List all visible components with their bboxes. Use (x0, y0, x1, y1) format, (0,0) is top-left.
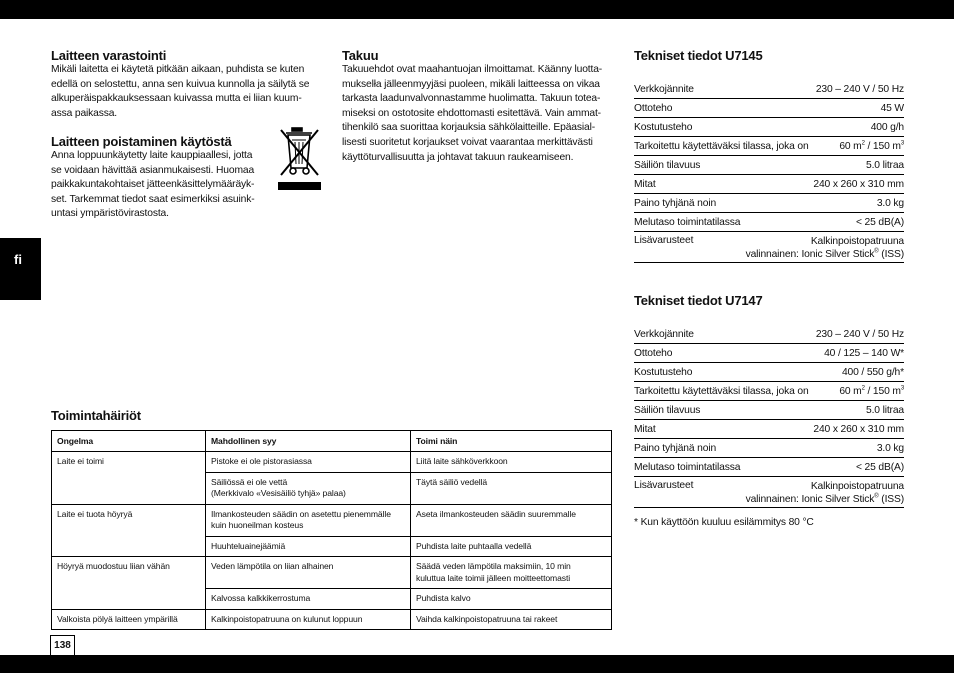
problem-cell (52, 536, 206, 557)
problem-cell (52, 589, 206, 610)
spec-u7145-title: Tekniset tiedot U7145 (634, 48, 763, 63)
language-tab: fi (0, 238, 41, 300)
storage-text (51, 63, 321, 121)
action-line: kuluttua laite toimii jälleen moitteettomasti (416, 572, 571, 583)
problem-cell: Laite ei tuota höyryä (52, 504, 206, 536)
action-cell: Täytä säiliö vedellä (411, 472, 612, 504)
text-line: set. Tarkemmat tiedot saat esimerkiksi asuink- (51, 193, 255, 205)
spec-row (634, 325, 904, 344)
spec-value: 40 / 125 – 140 W* (824, 347, 904, 359)
spec-value: 230 – 240 V / 50 Hz (815, 328, 904, 340)
spec-row (634, 439, 904, 458)
action-cell: Vaihda kalkinpoistopatruuna tai rakeet (411, 609, 612, 630)
storage-section (51, 48, 321, 121)
spec-value: 5.0 litraa (866, 159, 904, 171)
page-number: 138 (50, 635, 75, 655)
spec-row (634, 232, 904, 263)
spec-value: 5.0 litraa (866, 404, 904, 416)
spec-value: 45 W (880, 102, 904, 114)
spec-value: 3.0 kg (876, 197, 904, 209)
spec-row (634, 175, 904, 194)
spec-label: Säiliön tilavuus (634, 404, 701, 416)
spec-label: Ottoteho (634, 102, 673, 114)
text-line: untasi ympäristövirastosta. (51, 208, 169, 220)
action-line: Säädä veden lämpötila maksimiin, 10 min (416, 561, 571, 571)
spec-value: 60 $m^2 / 150$ $m^3$ (839, 140, 904, 152)
spec-value: Kalkinpoistopatruuna valinnainen: Ionic Silver Stick® (ISS) (745, 236, 904, 260)
text-line: tarkasta laadunvalvonnastamme huolimatta. Takuun totea- (342, 93, 601, 105)
text-line: mukselła jälleenmyyjäsi puoleen, mikäli laitteessa on vikaa (342, 78, 600, 90)
disposal-text (51, 149, 271, 222)
text-line: tihenkilö saa suorittaa korjauksia sähkölaitteille. Epäasial- (342, 122, 595, 134)
spec-value: 400 / 550 g/h* (841, 366, 904, 378)
cause-line: (Merkkivalo «Vesisäiliö tyhjä» palaa) (211, 488, 346, 498)
warranty-text (342, 63, 612, 165)
table-row (52, 609, 612, 630)
action-cell: Liitä laite sähköverkkoon (411, 452, 612, 473)
spec-label: Mitat (634, 178, 656, 190)
spec-u7147-title: Tekniset tiedot U7147 (634, 293, 763, 308)
table-row (52, 557, 612, 589)
spec-value: Kalkinpoistopatruuna valinnainen: Ionic Silver Stick® (ISS) (745, 481, 904, 505)
spec-row (634, 194, 904, 213)
action-cell (411, 557, 612, 589)
table-header-row (52, 431, 612, 452)
spec-row (634, 382, 904, 401)
table-row (52, 472, 612, 504)
table-row (52, 504, 612, 536)
spec-label: Kostutusteho (634, 366, 693, 378)
cause-line: kuin huoneilman kosteus (211, 520, 304, 530)
text-line: käyttöturvallisuutta ja johtavat takuun raukeamiseen. (342, 151, 574, 163)
spec-row (634, 137, 904, 156)
spec-label: Lisävarusteet (634, 480, 694, 491)
spec-row (634, 458, 904, 477)
text-line: assa paikassa. (51, 107, 118, 119)
table-row (52, 589, 612, 610)
text-line: se voidaan hävittää asianmukaisesti. Huomaa (51, 164, 255, 176)
text-line: lisesti suoritetut korjaukset voivat vaarantaa merkittävästi (342, 136, 593, 148)
action-cell: Puhdista kalvo (411, 589, 612, 610)
spec-label: Tarkoitettu käytettäväksi tilassa, joka on (634, 385, 809, 397)
disposal-section (51, 134, 271, 222)
troubleshooting-title: Toimintahäiriöt (51, 408, 141, 423)
text-line: miseksi on ostotosite ehdottomasti esitettävä. Vain ammat- (342, 107, 601, 119)
spec-row (634, 118, 904, 137)
spec-label: Mitat (634, 423, 656, 435)
text-line: Takuuehdot ovat maahantuojan ilmoittamat. Käänny luotta- (342, 64, 603, 75)
spec-label: Verkkojännite (634, 328, 694, 340)
spec-label: Paino tyhjänä noin (634, 197, 717, 209)
spec-row (634, 156, 904, 175)
spec-row (634, 99, 904, 118)
table-row (52, 536, 612, 557)
column-header-action: Toimi näin (411, 431, 612, 452)
spec-label: Tarkoitettu käytettäväksi tilassa, joka on (634, 140, 809, 152)
cause-cell (206, 472, 411, 504)
spec-label: Kostutusteho (634, 121, 693, 133)
spec-value: 3.0 kg (876, 442, 904, 454)
spec-row (634, 363, 904, 382)
spec-value: < 25 dB(A) (855, 461, 904, 473)
cause-cell (206, 504, 411, 536)
spec-value: 240 x 260 x 310 mm (813, 178, 904, 190)
bottom-bar (0, 655, 954, 673)
cause-cell: Kalvossa kalkkikerrostuma (206, 589, 411, 610)
cause-cell: Kalkinpoistopatruuna on kulunut loppuun (206, 609, 411, 630)
disposal-title: Laitteen poistaminen käytöstä (51, 134, 232, 149)
problem-cell: Laite ei toimi (52, 452, 206, 473)
spec-row (634, 477, 904, 508)
footnote: * Kun käyttöön kuuluu esilämmitys 80 °C (634, 517, 814, 528)
spec-value: 60 $m^2 / 150$ $m^3$ (839, 385, 904, 397)
spec-label: Säiliön tilavuus (634, 159, 701, 171)
spec-u7147-table (634, 325, 904, 508)
table-row (52, 452, 612, 473)
text-line: paikkakuntakohtaiset jätteenkäsittelymääräyk- (51, 179, 255, 191)
spec-row (634, 213, 904, 232)
troubleshooting-table (51, 430, 612, 630)
top-bar (0, 0, 954, 19)
spec-value: 230 – 240 V / 50 Hz (815, 83, 904, 95)
spec-label: Lisävarusteet (634, 235, 694, 246)
spec-label: Paino tyhjänä noin (634, 442, 717, 454)
action-cell: Aseta ilmankosteuden säädin suuremmalle (411, 504, 612, 536)
spec-value: 240 x 260 x 310 mm (813, 423, 904, 435)
warranty-section (342, 48, 612, 165)
cause-cell: Huuhteluainejäämiä (206, 536, 411, 557)
text-line: alkuperäispakkauksessaan kuivassa mutta ei liian kuum- (51, 93, 302, 105)
cause-line: Säiliössä ei ole vettä (211, 476, 288, 487)
cause-cell: Veden lämpötila on liian alhainen (206, 557, 411, 589)
spec-row (634, 344, 904, 363)
problem-cell: Valkoista pölyä laitteen ympärillä (52, 609, 206, 630)
spec-label: Verkkojännite (634, 83, 694, 95)
spec-value: < 25 dB(A) (855, 216, 904, 228)
action-cell: Puhdista laite puhtaalla vedellä (411, 536, 612, 557)
warranty-title: Takuu (342, 48, 379, 63)
spec-row (634, 420, 904, 439)
column-header-cause: Mahdollinen syy (206, 431, 411, 452)
spec-row (634, 80, 904, 99)
storage-title: Laitteen varastointi (51, 48, 167, 63)
problem-cell: Höyryä muodostuu liian vähän (52, 557, 206, 589)
spec-label: Melutaso toimintatilassa (634, 216, 741, 228)
text-line: Anna loppuunkäytetty laite kauppiaallesi, jotta (51, 150, 253, 161)
crossed-out-wheelie-bin-icon (278, 124, 321, 192)
problem-cell (52, 472, 206, 504)
column-header-problem: Ongelma (52, 431, 206, 452)
spec-u7145-table (634, 80, 904, 263)
spec-row (634, 401, 904, 420)
spec-value: 400 g/h (870, 121, 904, 133)
spec-label: Ottoteho (634, 347, 673, 359)
cause-line: Ilmankosteuden säädin on asetettu pienemmälle (211, 508, 391, 519)
text-line: Mikäli laitetta ei käytetä pitkään aikaan, puhdista se kuten (51, 64, 305, 75)
text-line: edellä on selostettu, anna sen kuivua kunnolla ja säilytä se (51, 78, 310, 90)
spec-label: Melutaso toimintatilassa (634, 461, 741, 473)
cause-cell: Pistoke ei ole pistorasiassa (206, 452, 411, 473)
